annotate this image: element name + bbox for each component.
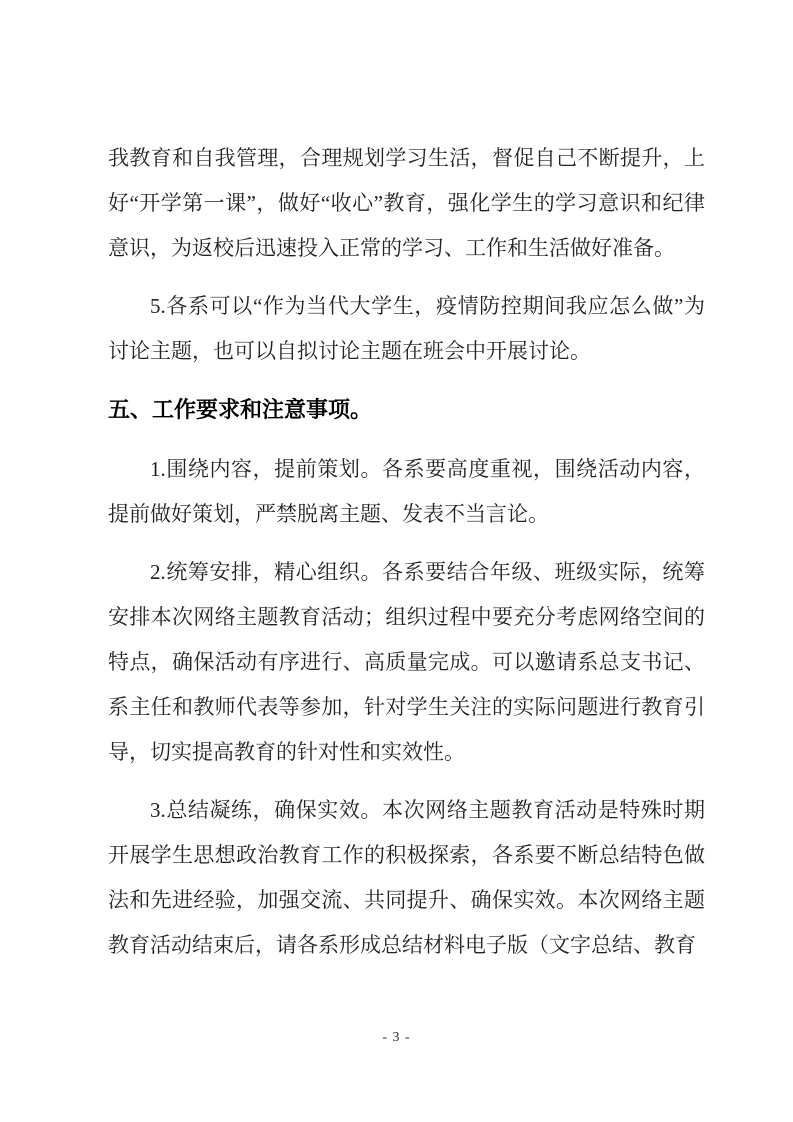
paragraph-item-2: 2.统筹安排，精心组织。各系要结合年级、班级实际，统筹安排本次网络主题教育活动；组织过程中要充分考虑网络空间的特点，确保活动有序进行、高质量完成。可以邀请系总支书记、系主任和教师代表等参加，针对学生关注的实际问题进行教育引导，切实提高教育的针对性和实效性。 <box>108 560 705 764</box>
page-number: - 3 - <box>382 1030 411 1045</box>
paragraph-continuation: 我教育和自我管理，合理规划学习生活，督促自己不断提升，上好“开学第一课”，做好“收心”教育，强化学生的学习意识和纪律意识，为返校后迅速投入正常的学习、工作和生活做好准备。 <box>108 146 705 260</box>
paragraph-item-3: 3.总结凝练，确保实效。本次网络主题教育活动是特殊时期开展学生思想政治教育工作的积极探索，各系要不断总结特色做法和先进经验，加强交流、共同提升、确保实效。本次网络主题教育活动结束后，请各系形成总结材料电子版（文字总结、教育 <box>108 798 705 957</box>
paragraph-item-5: 5.各系可以“作为当代大学生，疫情防控期间我应怎么做”为讨论主题，也可以自拟讨论主题在班会中开展讨论。 <box>108 294 705 363</box>
section-heading-five: 五、工作要求和注意事项。 <box>108 397 373 422</box>
paragraph-item-1: 1.围绕内容，提前策划。各系要高度重视，围绕活动内容，提前做好策划，严禁脱离主题、发表不当言论。 <box>108 457 705 526</box>
